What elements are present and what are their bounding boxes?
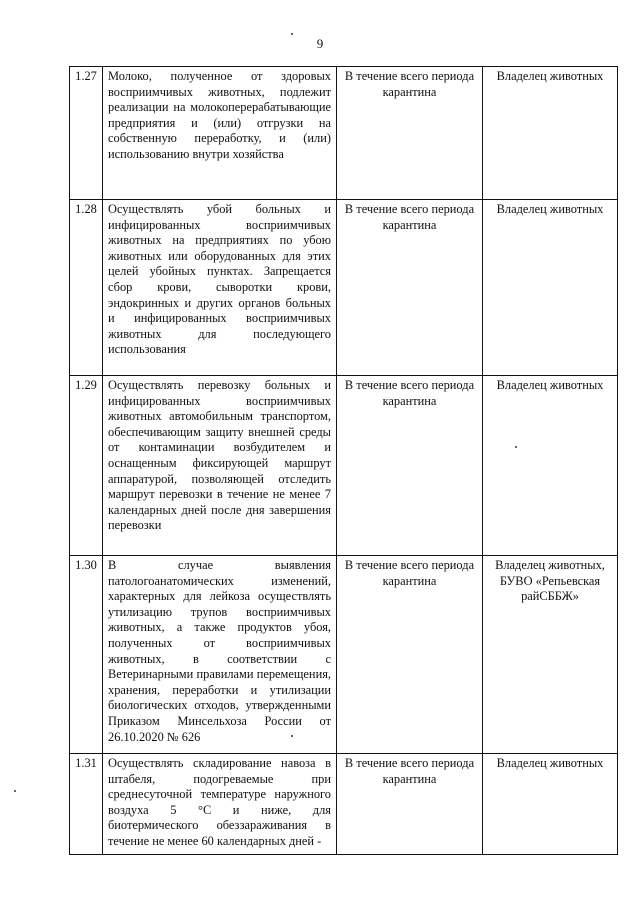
table-row [70,754,618,855]
measure-responsible: Владелец животных [483,754,618,855]
scan-speck [291,735,293,737]
measure-text: Осуществлять убой больных и инфицированных восприимчивых животных на предприятиях по убою животных или оборудованных для этих целей убойных пунктах. Запрещается сбор крови, сыворотки крови, эндокринных и других органов больных и инфицированных восприимчивых животных для последующего использования [103,200,337,376]
table-row [70,67,618,200]
table-row [70,376,618,556]
scan-speck [291,33,293,35]
table-row [70,556,618,754]
scan-speck [515,446,517,448]
row-number: 1.31 [70,754,103,855]
scan-speck [14,790,16,792]
measure-term: В течение всего периода карантина [337,376,483,556]
measure-term: В течение всего периода карантина [337,200,483,376]
measure-responsible: Владелец животных [483,376,618,556]
measure-term: В течение всего периода карантина [337,556,483,754]
row-number: 1.29 [70,376,103,556]
measure-term: В течение всего периода карантина [337,67,483,200]
measure-text: Осуществлять перевозку больных и инфицированных восприимчивых животных автомобильным транспортом, обеспечивающим защиту внешней среды от контаминации возбудителем и оснащенным фиксирующей маршрут аппаратурой, позволяющей отследить маршрут перевозки в течение не менее 7 календарных дней после дня завершения перевозки [103,376,337,556]
measure-responsible: Владелец животных, БУВО «Репьевская райСББЖ» [483,556,618,754]
measure-text: Осуществлять складирование навоза в штабеля, подогреваемые при среднесуточной температуре наружного воздуха 5 °С и ниже, для биотермического обеззараживания в течение не менее 60 календарных дней - [103,754,337,855]
measure-responsible: Владелец животных [483,200,618,376]
measure-term: В течение всего периода карантина [337,754,483,855]
row-number: 1.28 [70,200,103,376]
row-number: 1.30 [70,556,103,754]
table-row [70,200,618,376]
measure-text: Молоко, полученное от здоровых восприимчивых животных, подлежит реализации на молокоперерабатывающие предприятия и (или) отгрузки на собственную переработку, и (или) использованию внутри хозяйства [103,67,337,200]
row-number: 1.27 [70,67,103,200]
page-number: 9 [316,36,324,51]
measure-text: В случае выявления патологоанатомических изменений, характерных для лейкоза осуществлять утилизацию трупов восприимчивых животных, а также продуктов убоя, полученных от восприимчивых животных, в соответствии с Ветеринарными правилами перемещения, хранения, переработки и утилизации биологических отходов, утвержденными Приказом Минсельхоза России от 26.10.2020 № 626 [103,556,337,754]
measures-table [69,66,618,855]
measure-responsible: Владелец животных [483,67,618,200]
